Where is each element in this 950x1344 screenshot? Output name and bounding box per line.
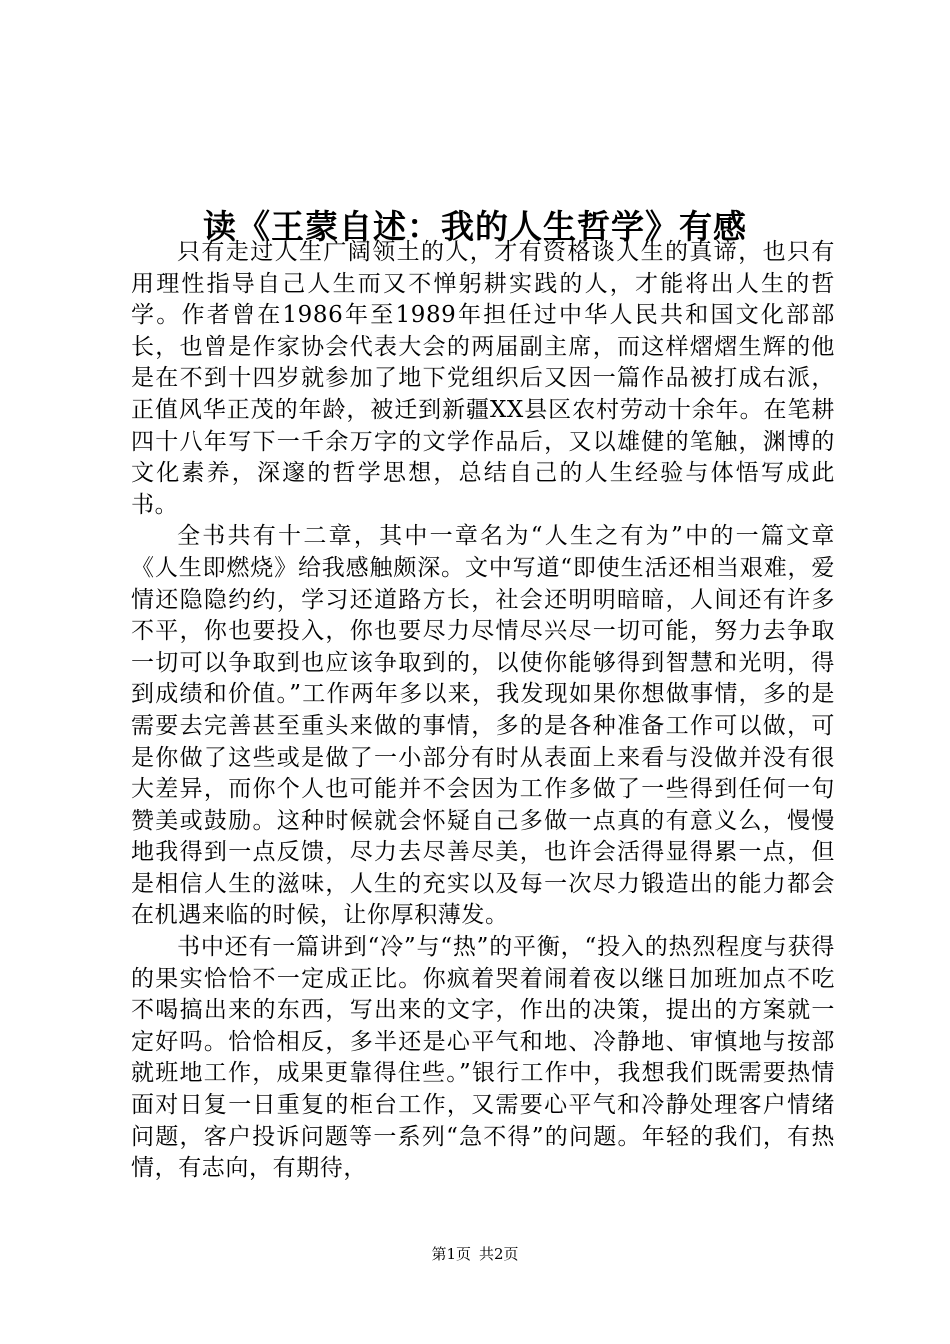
page-number-current: 第1页: [431, 1245, 471, 1263]
paragraph-1: 只有走过人生广阔领土的人，才有资格谈人生的真谛，也只有用理性指导自己人生而又不惮躬耕实践的人，才能将出人生的哲学。作者曾在1986年至1989年担任过中华人民共和国文化部部长，也曾是作家协会代表大会的两届副主席，而这样熠熠生辉的他是在不到十四岁就参加了地下党组织后又因一篇作品被打成右派，正值风华正茂的年龄，被迁到新疆XX县区农村劳动十余年。在笔耕四十八年写下一千余万字的文学作品后，又以雄健的笔触，渊博的文化素养，深邃的哲学思想，总结自己的人生经验与体悟写成此书。: [131, 239, 835, 518]
page-number-total: 共2页: [479, 1245, 519, 1263]
document-title: 读《王蒙自述：我的人生哲学》有感: [203, 207, 747, 247]
paragraph-2: 全书共有十二章，其中一章名为“人生之有为”中的一篇文章《人生即燃烧》给我感触颇深。文中写道“即使生活还相当艰难，爱情还隐隐约约，学习还道路方长，社会还明明暗暗，人间还有许多不平，你也要投入，你也要尽力尽情尽兴尽一切可能，努力去争取一切可以争取到也应该争取到的，以使你能够得到智慧和光明，得到成绩和价值。”工作两年多以来，我发现如果你想做事情，多的是需要去完善甚至重头来做的事情，多的是各种准备工作可以做，可是你做了这些或是做了一小部分有时从表面上来看与没做并没有很大差异，而你个人也可能并不会因为工作多做了一些得到任何一句赞美或鼓励。这种时候就会怀疑自己多做一点真的有意义么，慢慢地我得到一点反馈，尽力去尽善尽美，也许会活得显得累一点，但是相信人生的滋味，人生的充实以及每一次尽力锻造出的能力都会在机遇来临的时候，让你厚积薄发。: [131, 523, 835, 929]
page-footer: [0, 1244, 950, 1264]
paragraph-3: 书中还有一篇讲到“冷”与“热”的平衡，“投入的热烈程度与获得的果实恰恰不一定成正比。你疯着哭着闹着夜以继日加班加点不吃不喝搞出来的东西，写出来的文字，作出的决策，提出的方案就一定好吗。恰恰相反，多半还是心平气和地、冷静地、审慎地与按部就班地工作，成果更靠得住些。”银行工作中，我想我们既需要热情面对日复一日重复的柜台工作，又需要心平气和冷静处理客户情绪问题，客户投诉问题等一系列“急不得”的问题。年轻的我们，有热情，有志向，有期待，: [131, 934, 835, 1182]
document-body: [131, 237, 835, 1185]
